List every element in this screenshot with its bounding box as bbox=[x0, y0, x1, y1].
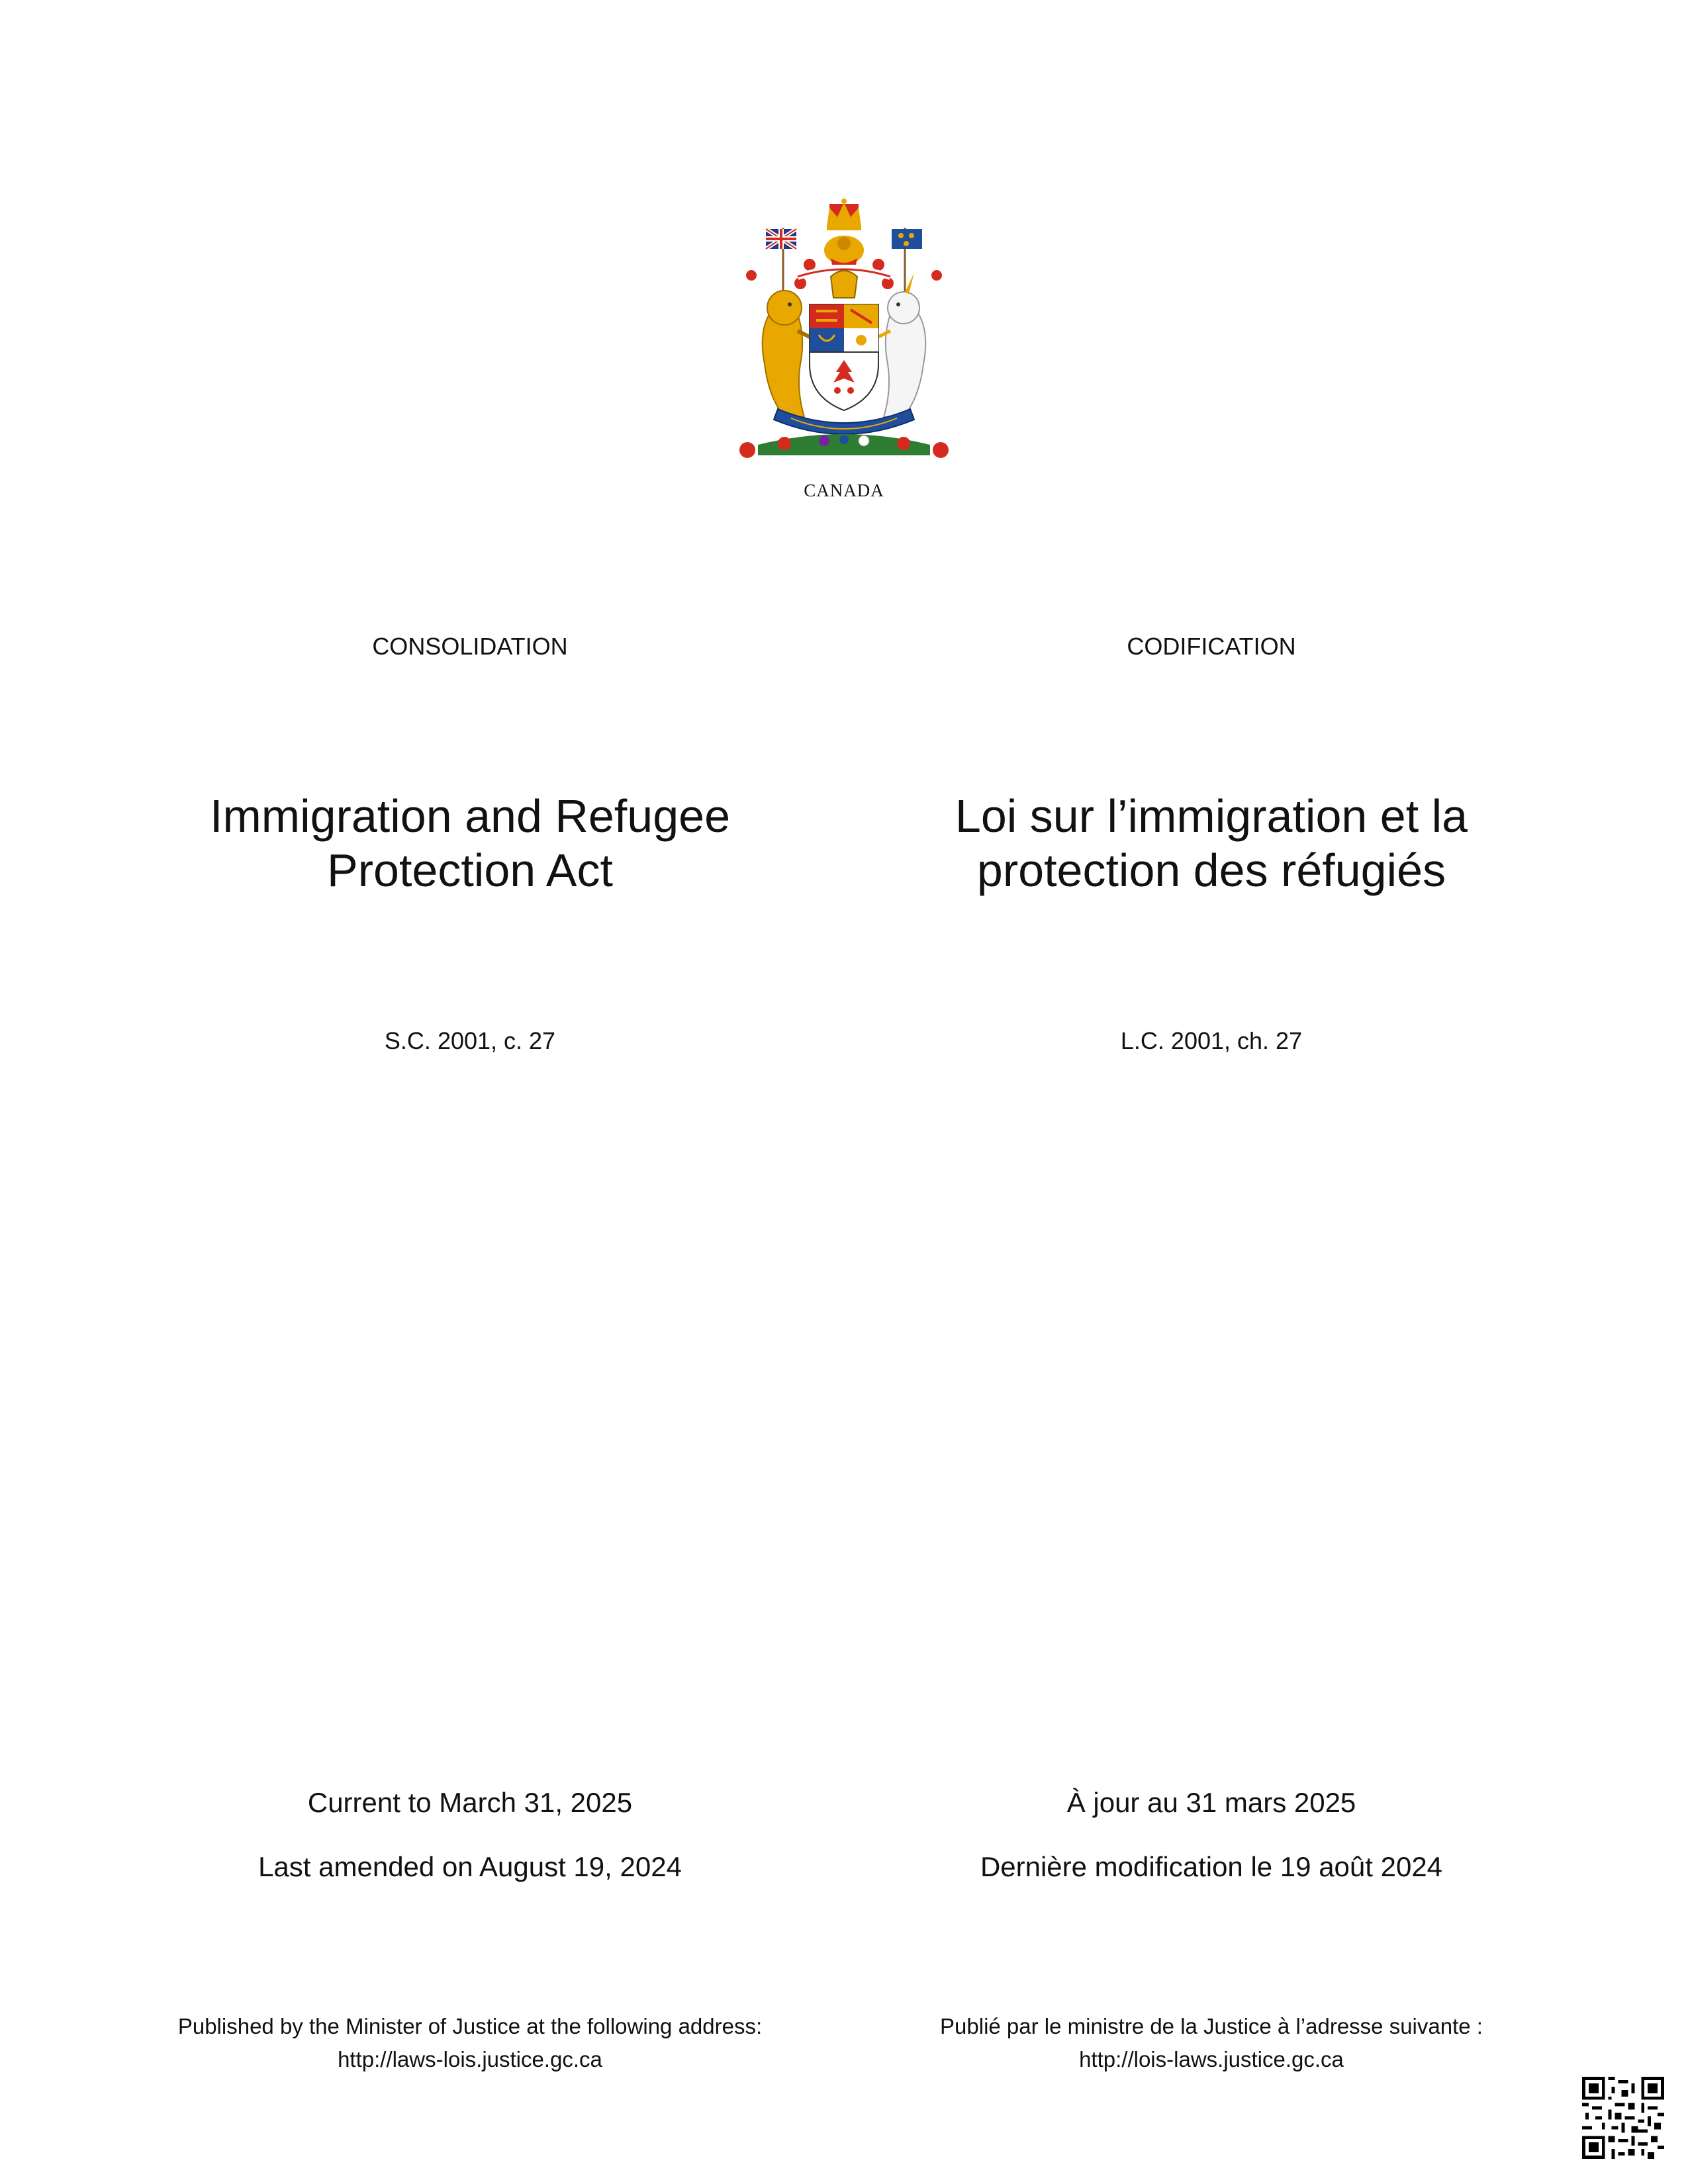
helmet-icon bbox=[831, 271, 857, 298]
union-flag-icon bbox=[766, 228, 796, 298]
french-title-line2: protection des réfugiés bbox=[976, 844, 1446, 896]
shield-icon bbox=[810, 304, 878, 410]
french-publisher-note bbox=[874, 2010, 1549, 2076]
consolidation-label: CONSOLIDATION bbox=[372, 633, 568, 660]
crest-lion-icon bbox=[824, 236, 864, 265]
french-title-line1: Loi sur l’immigration et la bbox=[955, 790, 1468, 842]
french-current-to: À jour au 31 mars 2025 bbox=[1066, 1787, 1356, 1818]
french-last-amended: Dernière modification le 19 août 2024 bbox=[980, 1851, 1443, 1882]
english-title bbox=[132, 789, 808, 897]
french-title bbox=[874, 789, 1549, 897]
english-publisher-note bbox=[132, 2010, 808, 2076]
codification-label: CODIFICATION bbox=[1127, 633, 1296, 660]
french-published-by: Publié par le ministre de la Justice à l’adresse suivante : bbox=[940, 2014, 1483, 2038]
floral-compartment-icon bbox=[739, 434, 949, 458]
fleur-de-lis-flag-icon bbox=[892, 228, 922, 298]
english-url-link[interactable]: http://laws-lois.justice.gc.ca bbox=[338, 2047, 602, 2071]
english-published-by: Published by the Minister of Justice at the following address: bbox=[177, 2014, 763, 2038]
english-citation: S.C. 2001, c. 27 bbox=[384, 1027, 556, 1054]
unicorn-supporter-icon bbox=[877, 273, 925, 417]
qr-code-icon bbox=[1582, 2077, 1664, 2159]
english-title-line1: Immigration and Refugee bbox=[210, 790, 730, 842]
english-last-amended: Last amended on August 19, 2024 bbox=[258, 1851, 682, 1882]
french-url-link[interactable]: http://lois-laws.justice.gc.ca bbox=[1079, 2047, 1344, 2071]
crown-icon bbox=[827, 199, 861, 230]
crest-caption: CANADA bbox=[804, 480, 884, 500]
french-citation: L.C. 2001, ch. 27 bbox=[1120, 1027, 1303, 1054]
coat-of-arms-icon bbox=[731, 199, 957, 463]
lion-supporter-icon bbox=[763, 291, 811, 417]
english-title-line2: Protection Act bbox=[327, 844, 613, 896]
english-current-to: Current to March 31, 2025 bbox=[307, 1787, 633, 1818]
